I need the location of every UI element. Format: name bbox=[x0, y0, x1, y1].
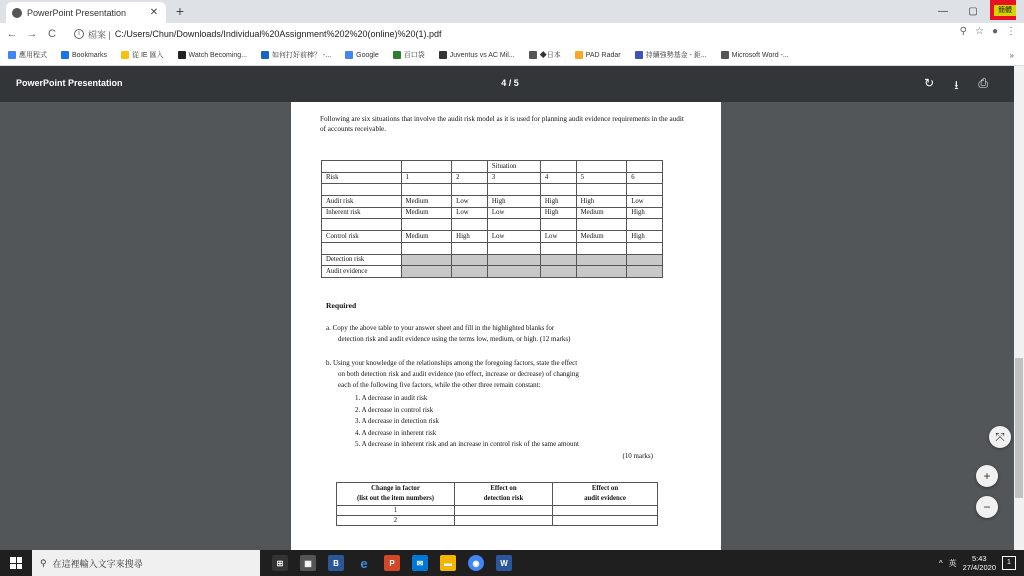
windows-logo-icon bbox=[10, 557, 22, 569]
table-cell: High bbox=[452, 231, 488, 243]
search-placeholder: 在這裡輸入文字來搜尋 bbox=[52, 558, 143, 569]
bookmark-label: PAD Radar bbox=[585, 51, 621, 59]
taskbar-apps bbox=[272, 555, 512, 571]
browser-toolbar bbox=[0, 23, 1024, 45]
profile-icon[interactable]: ● bbox=[991, 26, 998, 37]
detection-header: Effect on detection risk bbox=[455, 483, 553, 506]
clock-date: 27/4/2020 bbox=[962, 563, 996, 572]
fit-page-icon[interactable]: ⤧ bbox=[989, 426, 1011, 448]
zoom-icon[interactable]: ⚲ bbox=[959, 26, 967, 37]
table-cell: Low bbox=[452, 196, 488, 208]
bookmark-item[interactable] bbox=[393, 50, 425, 60]
table-cell: Medium bbox=[576, 207, 627, 219]
scrollbar-thumb[interactable] bbox=[1015, 358, 1023, 498]
qa-line: detection risk and audit evidence using the terms low, medium, or high. (12 marks) bbox=[338, 335, 571, 343]
table-cell: Medium bbox=[401, 196, 452, 208]
bookmark-label: Watch Becoming... bbox=[188, 51, 248, 59]
blank-cell bbox=[401, 254, 452, 266]
task-view-icon[interactable]: ⊞ bbox=[272, 555, 288, 571]
bookmark-icon bbox=[345, 51, 353, 59]
blank-cell bbox=[487, 266, 540, 278]
chrome-icon[interactable]: ◉ bbox=[468, 555, 484, 571]
bluetooth-app-icon[interactable]: B bbox=[328, 555, 344, 571]
tab-favicon-icon bbox=[12, 8, 22, 18]
download-icon[interactable]: ⭳ bbox=[954, 78, 959, 92]
rotate-icon[interactable]: ↻ bbox=[924, 76, 935, 90]
table-row bbox=[322, 266, 663, 278]
bookmark-item[interactable] bbox=[8, 50, 47, 60]
bookmark-label: Bookmarks bbox=[72, 51, 108, 59]
factor-list bbox=[355, 393, 675, 451]
bookmark-item[interactable] bbox=[121, 50, 164, 60]
list-item: 3. A decrease in detection risk bbox=[355, 417, 439, 426]
risk-table bbox=[321, 160, 663, 278]
marks-label: (10 marks) bbox=[622, 452, 653, 460]
evidence-header: Effect on audit evidence bbox=[553, 483, 658, 506]
qb-line: each of the following five factors, while the other three remain constant: bbox=[338, 381, 541, 389]
bookmark-label: ◆日本 bbox=[539, 52, 561, 59]
row-label: Inherent risk bbox=[322, 207, 402, 219]
qb-line: b. Using your knowledge of the relationships among the foregoing factors, state the effect bbox=[326, 359, 578, 367]
bookmark-icon bbox=[121, 51, 129, 59]
bookmark-item[interactable] bbox=[635, 50, 707, 60]
bookmark-icon bbox=[8, 51, 16, 59]
search-icon: ⚲ bbox=[40, 557, 47, 568]
bookmark-label: 從 IE 匯入 bbox=[132, 52, 164, 59]
bookmark-label: Juventus vs AC Mil... bbox=[449, 51, 515, 59]
table-row bbox=[322, 254, 663, 266]
store-icon[interactable]: ▦ bbox=[300, 555, 316, 571]
required-heading: Required bbox=[326, 301, 357, 310]
browser-tab[interactable] bbox=[6, 2, 166, 23]
tab-strip bbox=[0, 0, 1024, 23]
table-cell: 2 bbox=[337, 516, 455, 526]
list-item: 2. A decrease in control risk bbox=[355, 405, 434, 414]
file-explorer-icon[interactable]: ▬ bbox=[440, 555, 456, 571]
ime-indicator[interactable]: 簡體 bbox=[994, 5, 1016, 16]
blank-cell bbox=[452, 266, 488, 278]
bookmark-icon bbox=[439, 51, 447, 59]
site-info-icon[interactable]: i bbox=[74, 29, 84, 39]
situation-header: Situation bbox=[487, 161, 540, 173]
table-cell: High bbox=[576, 196, 627, 208]
situation-number: 6 bbox=[627, 172, 663, 184]
table-cell: Low bbox=[627, 196, 663, 208]
qb-line: on both detection risk and audit evidence (no effect, increase or decrease) of changing bbox=[338, 370, 579, 378]
notification-icon[interactable]: 1 bbox=[1002, 556, 1016, 570]
back-arrow-icon[interactable]: ← bbox=[6, 28, 18, 40]
table-cell: High bbox=[540, 207, 576, 219]
blank-cell bbox=[576, 254, 627, 266]
bookmark-item[interactable] bbox=[529, 50, 561, 60]
bookmark-icon bbox=[575, 51, 583, 59]
blank-cell bbox=[627, 266, 663, 278]
bookmark-item[interactable] bbox=[178, 51, 248, 59]
table-row bbox=[337, 506, 658, 516]
url-text[interactable]: C:/Users/Chun/Downloads/Individual%20Assignment%202%20(online)%20(1).pdf bbox=[114, 29, 442, 39]
pdf-page bbox=[291, 102, 721, 550]
table-cell: Medium bbox=[401, 231, 452, 243]
blank-cell bbox=[576, 266, 627, 278]
blank-cell bbox=[540, 266, 576, 278]
tab-title: PowerPoint Presentation bbox=[27, 7, 127, 18]
row-label: Control risk bbox=[322, 231, 402, 243]
minimize-icon[interactable]: — bbox=[938, 6, 948, 17]
row-label: Audit evidence bbox=[322, 266, 402, 278]
table-cell: Low bbox=[487, 207, 540, 219]
bookmark-icon bbox=[721, 51, 729, 59]
bookmark-item[interactable] bbox=[261, 50, 331, 60]
blank-cell bbox=[627, 254, 663, 266]
bookmark-label: Google bbox=[356, 51, 379, 59]
url-prefix: 檔案 | bbox=[88, 29, 111, 40]
blank-cell bbox=[452, 254, 488, 266]
bookmark-icon bbox=[393, 51, 401, 59]
clock[interactable] bbox=[963, 554, 996, 572]
table-row bbox=[322, 231, 663, 243]
row-label: Audit risk bbox=[322, 196, 402, 208]
pdf-title: PowerPoint Presentation bbox=[16, 78, 123, 88]
bookmark-item[interactable] bbox=[345, 51, 379, 59]
mail-icon[interactable]: ✉ bbox=[412, 555, 428, 571]
powerpoint-icon[interactable]: P bbox=[384, 555, 400, 571]
list-item: 1. A decrease in audit risk bbox=[355, 394, 428, 402]
situation-number: 3 bbox=[487, 172, 540, 184]
bookmark-label: 持續強勢基金 - 鉅... bbox=[645, 52, 707, 59]
table-cell: Low bbox=[487, 231, 540, 243]
bookmark-item[interactable] bbox=[721, 51, 789, 59]
table-cell: Low bbox=[540, 231, 576, 243]
intro-paragraph: Following are six situations that involve the audit risk model as it is used for planning audit evidence requirements in the audit of accounts receivable. bbox=[320, 115, 684, 133]
bookmark-icon bbox=[178, 51, 186, 59]
blank-cell bbox=[487, 254, 540, 266]
list-item: 5. A decrease in inherent risk and an increase in control risk of the same amount bbox=[355, 440, 579, 449]
table-cell: High bbox=[627, 207, 663, 219]
window-close-button[interactable] bbox=[990, 0, 1016, 20]
taskbar-search[interactable] bbox=[32, 550, 260, 576]
page-indicator[interactable]: 4 / 5 bbox=[501, 78, 519, 88]
risk-header: Risk bbox=[322, 172, 402, 184]
qa-line: a. Copy the above table to your answer sheet and fill in the highlighted blanks for bbox=[326, 324, 555, 332]
print-icon[interactable]: ⎙ bbox=[978, 76, 988, 90]
address-bar[interactable] bbox=[74, 25, 974, 43]
row-label: Detection risk bbox=[322, 254, 402, 266]
pdf-toolbar bbox=[0, 66, 1024, 102]
bookmark-icon bbox=[61, 51, 69, 59]
question-a bbox=[326, 323, 681, 345]
table-row bbox=[322, 207, 663, 219]
table-cell: Medium bbox=[401, 207, 452, 219]
bookmarks-more-icon[interactable]: » bbox=[1009, 51, 1014, 60]
table-cell: 1 bbox=[337, 506, 455, 516]
bookmark-icon bbox=[635, 51, 643, 59]
start-button[interactable] bbox=[0, 550, 32, 576]
zoom-in-icon[interactable]: + bbox=[976, 465, 998, 487]
change-table bbox=[336, 482, 658, 526]
bookmark-label: 應用程式 bbox=[19, 52, 47, 59]
situation-number: 1 bbox=[401, 172, 452, 184]
table-cell: Medium bbox=[576, 231, 627, 243]
star-icon[interactable]: ☆ bbox=[974, 26, 984, 37]
table-row bbox=[322, 172, 663, 184]
pdf-tools bbox=[924, 76, 988, 97]
menu-icon[interactable]: ⋮ bbox=[1006, 26, 1016, 37]
taskbar bbox=[0, 550, 1024, 576]
bookmark-label: 百口袋 bbox=[403, 52, 425, 59]
new-tab-button[interactable]: + bbox=[175, 3, 185, 19]
table-row bbox=[337, 483, 658, 506]
table-cell: High bbox=[487, 196, 540, 208]
situation-number: 5 bbox=[576, 172, 627, 184]
bookmark-item[interactable] bbox=[439, 51, 515, 59]
system-tray bbox=[939, 550, 1024, 576]
blank-cell bbox=[401, 266, 452, 278]
tray-chevron-icon[interactable]: ^ bbox=[938, 558, 943, 568]
reload-icon[interactable]: C bbox=[48, 28, 56, 40]
clock-time: 5:43 bbox=[972, 554, 987, 563]
table-row bbox=[322, 196, 663, 208]
bookmark-icon bbox=[529, 51, 537, 59]
bookmark-icon bbox=[261, 51, 269, 59]
edge-icon[interactable]: e bbox=[356, 555, 372, 571]
bookmark-label: 如何打好前棒？ -... bbox=[272, 52, 332, 59]
forward-arrow-icon[interactable]: → bbox=[26, 28, 38, 40]
situation-number: 4 bbox=[540, 172, 576, 184]
bookmark-label: Microsoft Word -... bbox=[731, 51, 789, 59]
bookmarks-bar bbox=[0, 45, 1024, 66]
question-b bbox=[326, 358, 681, 391]
tab-close-icon[interactable]: ✕ bbox=[149, 7, 159, 18]
zoom-out-icon[interactable]: − bbox=[976, 496, 998, 518]
window-controls bbox=[928, 0, 988, 23]
list-item: 4. A decrease in inherent risk bbox=[355, 428, 437, 437]
table-cell: High bbox=[540, 196, 576, 208]
bookmark-item[interactable] bbox=[61, 51, 107, 59]
bookmark-item[interactable] bbox=[575, 51, 621, 59]
change-header: Change in factor (list out the item numbers) bbox=[337, 483, 455, 506]
maximize-icon[interactable]: ▢ bbox=[968, 6, 978, 17]
table-cell: High bbox=[627, 231, 663, 243]
table-row bbox=[337, 516, 658, 526]
scrollbar[interactable] bbox=[1014, 66, 1024, 550]
table-cell: Low bbox=[452, 207, 488, 219]
language-indicator[interactable]: 英 bbox=[948, 558, 957, 568]
situation-number: 2 bbox=[452, 172, 488, 184]
blank-cell bbox=[540, 254, 576, 266]
word-icon[interactable]: W bbox=[496, 555, 512, 571]
toolbar-right bbox=[960, 26, 1016, 37]
